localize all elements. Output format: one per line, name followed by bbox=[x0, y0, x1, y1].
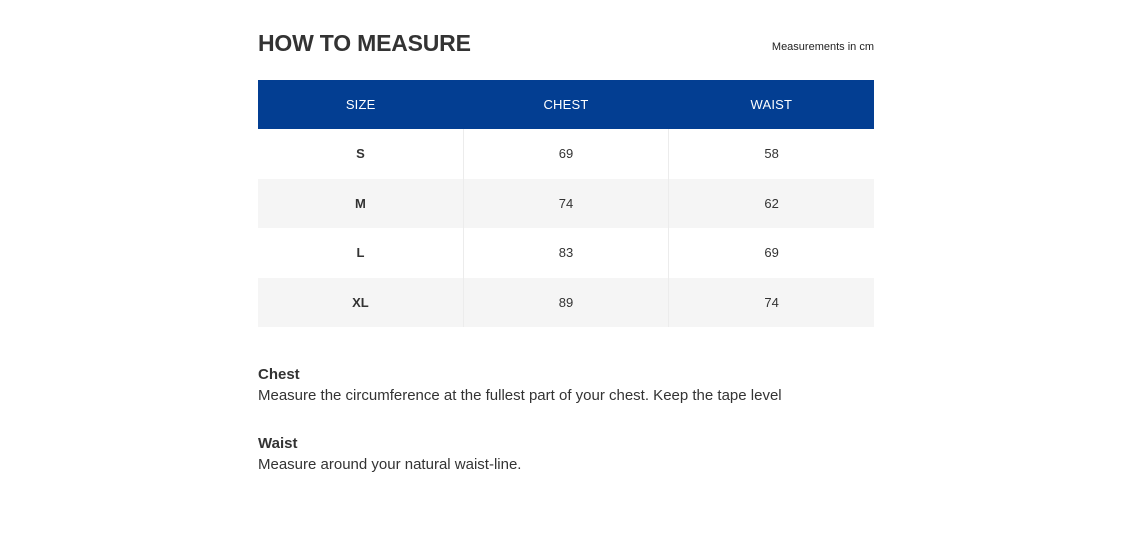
waist-guide-title: Waist bbox=[258, 435, 298, 452]
header-row bbox=[258, 80, 874, 129]
waist-guide-text: Measure around your natural waist-line. bbox=[258, 456, 522, 473]
chest-cell: 69 bbox=[463, 129, 668, 179]
table-row bbox=[258, 278, 874, 328]
table-row bbox=[258, 179, 874, 229]
measurement-unit-note: Measurements in cm bbox=[771, 41, 874, 53]
waist-cell: 69 bbox=[764, 245, 779, 261]
column-header-waist: WAIST bbox=[669, 80, 874, 129]
size-chart-table bbox=[258, 80, 874, 327]
chest-guide bbox=[258, 364, 874, 407]
chest-cell: 74 bbox=[463, 179, 668, 229]
measurement-guides bbox=[258, 364, 874, 476]
chest-guide-title: Chest bbox=[258, 366, 300, 383]
size-guide-content bbox=[258, 26, 874, 502]
size-cell: M bbox=[258, 179, 463, 229]
chest-cell: 89 bbox=[463, 278, 668, 328]
waist-cell: 74 bbox=[669, 278, 874, 328]
chest-cell: 83 bbox=[463, 228, 668, 278]
table-row bbox=[258, 129, 874, 179]
column-header-size: SIZE bbox=[258, 80, 463, 129]
size-cell: L bbox=[258, 228, 463, 278]
table-row bbox=[258, 228, 874, 278]
page-title: HOW TO MEASURE bbox=[258, 30, 471, 56]
size-guide-header bbox=[258, 26, 874, 58]
waist-cell: 62 bbox=[669, 179, 874, 229]
column-header-chest: CHEST bbox=[463, 80, 668, 129]
waist-guide bbox=[258, 433, 874, 476]
size-cell: XL bbox=[258, 278, 463, 328]
waist-cell: 58 bbox=[764, 146, 779, 162]
chest-guide-text: Measure the circumference at the fullest part of your chest. Keep the tape level bbox=[258, 387, 782, 404]
size-chart-header bbox=[258, 80, 874, 129]
size-cell: S bbox=[258, 129, 463, 179]
size-chart-body bbox=[258, 129, 874, 327]
